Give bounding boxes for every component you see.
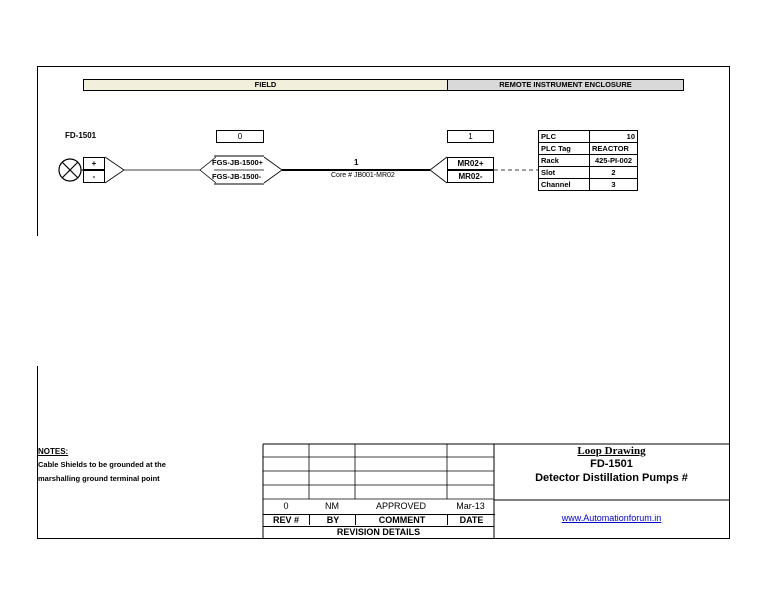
junction-out-connector-icon <box>264 157 282 183</box>
cable-core-label: Core # JB001-MR02 <box>331 172 395 179</box>
plc-value: 425-PI-002 <box>590 155 638 167</box>
marshalling-box-number: 1 <box>447 130 494 143</box>
plc-label: Channel <box>539 179 590 191</box>
notes-title: NOTES: <box>38 447 69 456</box>
plc-row <box>539 155 638 167</box>
rev-header-date: DATE <box>447 514 495 525</box>
device-terminal-minus: - <box>83 170 105 183</box>
plc-info-table <box>538 130 638 191</box>
cable-pair-number: 1 <box>354 158 359 167</box>
revision-date: Mar-13 <box>456 501 485 511</box>
plc-label: Slot <box>539 167 590 179</box>
plc-label: Rack <box>539 155 590 167</box>
notes-line-1: Cable Shields to be grounded at the <box>38 460 166 469</box>
junction-box-number: 0 <box>216 130 264 143</box>
notes-line-2: marshalling ground terminal point <box>38 474 160 483</box>
plc-row <box>539 167 638 179</box>
revision-details-footer: REVISION DETAILS <box>263 526 494 537</box>
junction-in-connector-icon <box>200 157 216 183</box>
plc-label: PLC Tag <box>539 143 590 155</box>
marshalling-in-connector-icon <box>430 157 447 183</box>
marshalling-terminal-plus: MR02+ <box>447 157 494 170</box>
plc-row <box>539 143 638 155</box>
drawing-tag: FD-1501 <box>590 458 633 470</box>
field-section-header: FIELD <box>83 79 448 91</box>
drawing-description: Detector Distillation Pumps # <box>535 472 688 484</box>
device-connector-icon <box>105 157 124 183</box>
rev-header-rev: REV # <box>263 514 309 525</box>
revision-number: 0 <box>283 501 289 511</box>
rev-header-comment: COMMENT <box>355 514 448 525</box>
plc-row <box>539 131 638 143</box>
plc-value: 10 <box>590 131 638 143</box>
plc-value: 3 <box>590 179 638 191</box>
marshalling-terminal-minus: MR02- <box>447 170 494 183</box>
plc-label: PLC <box>539 131 590 143</box>
rev-header-by: BY <box>309 514 356 525</box>
plc-row <box>539 179 638 191</box>
revision-comment: APPROVED <box>375 501 426 511</box>
junction-terminal-minus: FGS-JB-1500- <box>212 172 262 181</box>
revision-by: NM <box>325 501 339 511</box>
detector-symbol-icon <box>59 159 81 181</box>
website-link[interactable]: www.Automationforum.in <box>561 513 662 523</box>
device-tag: FD-1501 <box>65 131 97 140</box>
junction-terminal-plus: FGS-JB-1500+ <box>212 158 264 167</box>
device-terminal-plus: + <box>83 157 105 170</box>
plc-value: REACTOR <box>590 143 638 155</box>
plc-value: 2 <box>590 167 638 179</box>
remote-enclosure-header: REMOTE INSTRUMENT ENCLOSURE <box>447 79 684 91</box>
drawing-title: Loop Drawing <box>577 445 646 457</box>
